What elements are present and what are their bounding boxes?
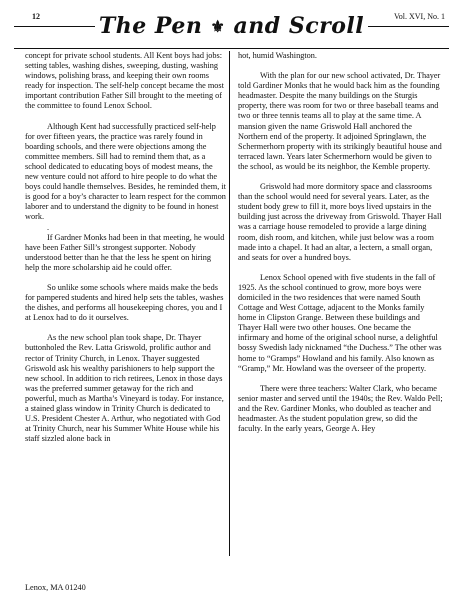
title-left: The Pen xyxy=(98,13,203,39)
right-column xyxy=(238,51,443,434)
title-right: and Scroll xyxy=(233,13,365,39)
column-divider xyxy=(229,51,230,556)
paragraph: hot, humid Washington. xyxy=(238,51,317,60)
paragraph: Lenox School opened with five students in the fall of 1925. As the school continued to grow, more boys were domiciled in the two residences that were named South Cottage and West Cottage, adjacent to the Monks family home in Clipston Grange. Between these buildings and Thayer Hall were two other houses. One became the infirmary and home of the original school nurse, a delightful bossy Swedish lady nicknamed “the Duchess.” The other was home to “Gramps” Howland and his family. Also known as “Gramp,” Mr. Howland was the overseer of the property. xyxy=(238,272,442,373)
paragraph: If Gardner Monks had been in that meeting, he would have been Father Sill’s strongest supporter. Nobody understood better than he that the less he spent on hiring help the more scholarship aid he could offer. xyxy=(25,232,225,272)
paragraph: . xyxy=(47,222,50,232)
footer-location: Lenox, MA 01240 xyxy=(25,583,86,592)
paragraph: concept for private school students. All Kent boys had jobs: setting tables, washing dishes, sweeping, dusting, washing windows, polishing brass, and keeping their own rooms ready for inspection. The self-help concept became the most important contribution Father Sill brought to the meeting of the committee to found Lenox School. xyxy=(25,51,224,111)
paragraph: There were three teachers: Walter Clark, who became senior master and served until the 1940s; the Rev. Waldo Pell; and the Rev. Gardiner Monks, who doubled as teacher and headmaster. As the student population grew, so did the faculty. In the early years, George A. Hey xyxy=(238,383,443,434)
paragraph: As the new school plan took shape, Dr. Thayer buttonholed the Rev. Latta Griswold, prolific author and rector of Trinity Church, in Lenox. Thayer suggested Griswold ask his wealthy parishioners to help support the new school. In addition to rich retirees, Lenox in those days was the preferred summer getaway for the rich and powerful, much as Martha’s Vineyard is today. For instance, a stained glass window in Trinity Church is dedicated to U.S. President Chester A. Arthur, who negotiated with God at Trinity Church, near his Summer White House while his staff sizzled alone back in xyxy=(25,333,224,444)
paragraph: So unlike some schools where maids make the beds for pampered students and hired help sets the tables, washes the dishes, and performs all housekeeping chores, you and I at Lenox had to do it ourselves. xyxy=(25,282,224,323)
left-column xyxy=(25,51,227,444)
paragraph: Although Kent had successfully practiced self-help for over fifteen years, the practice was rarely found in boarding schools, and there were objections among the committee members. Sill had to remind them that, as a school dedicated to educating boys of modest means, the new venture could not afford to hire people to do what the boys could handle themselves. Besides, he reminded them, it is good for a boy’s character to learn respect for the common laborer and to understand the dignity to be found in honest work. xyxy=(25,121,226,222)
volume-issue: Vol. XVI, No. 1 xyxy=(394,12,445,21)
paragraph: Griswold had more dormitory space and classrooms than the school would need for several years. Later, as the student body grew to fill it, more boys lived upstairs in the building just across the driveway from Griswold. Thayer Hall was a carriage house remodeled to provide a large dining room, dish room, and kitchen, while just below was a room made into a chapel. It had an altar, a lectern, a small organ, and seats for over a hundred boys. xyxy=(238,182,442,262)
newsletter-title xyxy=(14,6,449,47)
masthead xyxy=(14,6,449,46)
masthead-rule-bottom xyxy=(14,48,449,49)
crest-icon: ⚜ xyxy=(210,17,226,36)
page-number: 12 xyxy=(32,12,40,21)
paragraph: With the plan for our new school activated, Dr. Thayer told Gardiner Monks that he would back him as the founding headmaster. Despite the many buildings on the Sturgis property, there was room for two or three baseball teams and two or three tennis teams all to play at the same time. A mansion given the name Griswold Hall anchored the Northern end of the property. It adjoined Springlawn, the Schermerhorn property with its strikingly beautiful house and terraced lawn. Years later Schermerhorn would be given to the school, as would be its neighbor, the Kemble property. xyxy=(238,71,442,171)
